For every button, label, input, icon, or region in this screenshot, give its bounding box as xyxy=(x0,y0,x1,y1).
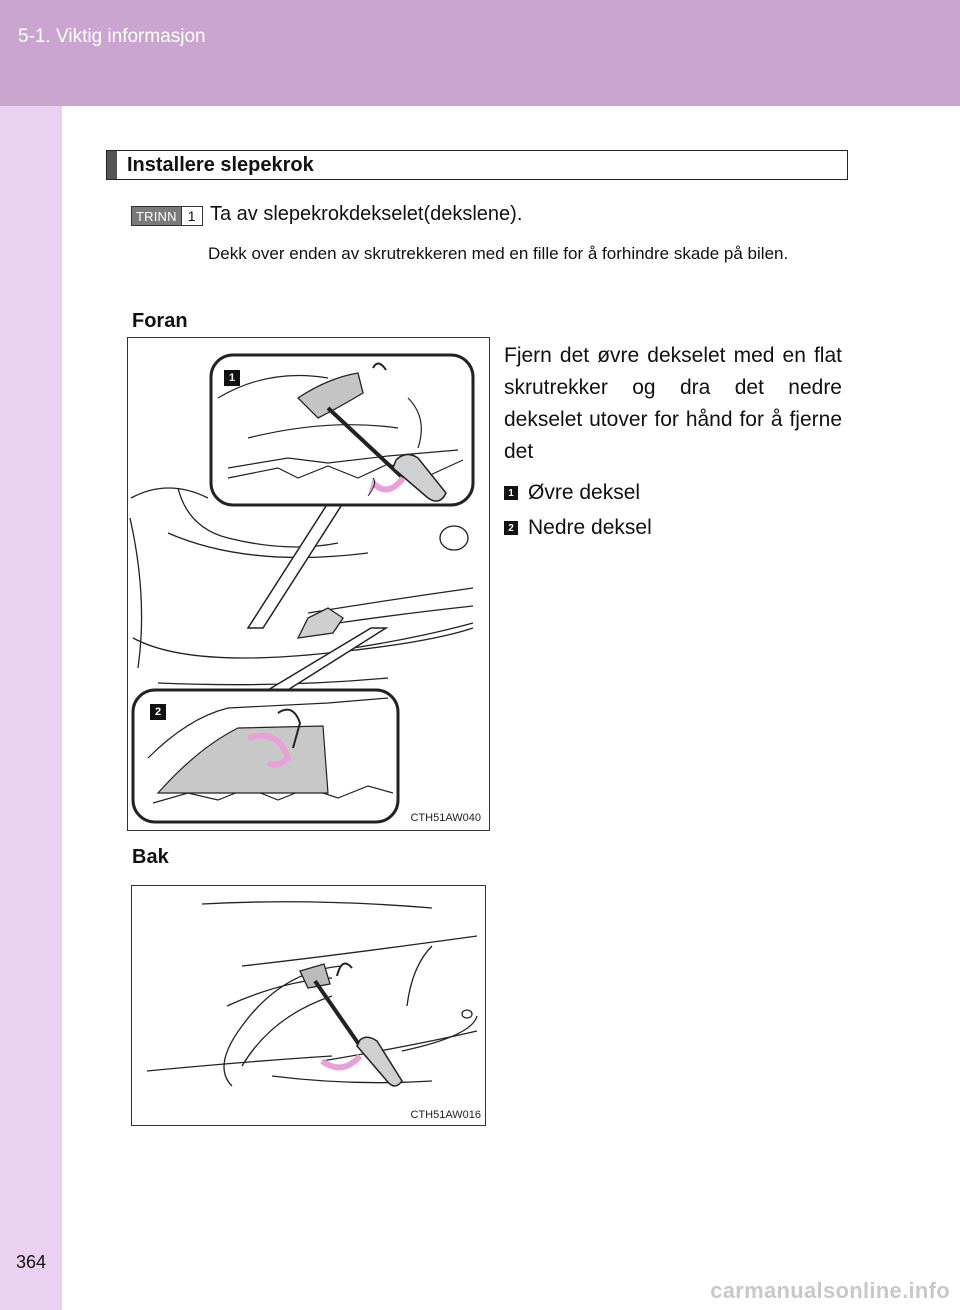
step-badge xyxy=(131,206,203,226)
side-band xyxy=(0,106,62,1310)
rear-figure xyxy=(131,885,486,1126)
front-illustration xyxy=(128,338,489,830)
figure-marker-1: 1 xyxy=(224,370,240,386)
step-note: Dekk over enden av skrutrekkeren med en fille for å forhindre skade på bilen. xyxy=(208,244,789,263)
section-header xyxy=(106,150,848,180)
step-text: Ta av slepekrokdekselet(dekslene). xyxy=(210,203,523,225)
callout-upper-cover xyxy=(504,481,640,505)
rear-illustration xyxy=(132,886,485,1125)
rear-label: Bak xyxy=(132,846,169,868)
chapter-title: 5-1. Viktig informasjon xyxy=(18,26,206,47)
front-description: Fjern det øvre dekselet med en flat skrutrekker og dra det nedre dekselet utover for hånd for å fjerne det xyxy=(504,344,842,463)
section-title: Installere slepekrok xyxy=(127,154,314,176)
section-header-bar xyxy=(107,151,117,179)
callout-text: Øvre deksel xyxy=(528,481,641,504)
step-badge-number: 1 xyxy=(181,207,202,225)
step-badge-word: TRINN xyxy=(132,207,181,225)
callout-lower-cover xyxy=(504,516,652,540)
header-band xyxy=(0,0,960,106)
front-figure-code: CTH51AW040 xyxy=(410,812,481,824)
callout-number-box: 2 xyxy=(504,521,518,535)
callout-text: Nedre deksel xyxy=(528,516,652,539)
front-label: Foran xyxy=(132,310,188,332)
callout-number-box: 1 xyxy=(504,486,518,500)
page-number: 364 xyxy=(16,1252,47,1272)
rear-figure-code: CTH51AW016 xyxy=(410,1109,481,1121)
front-figure xyxy=(127,337,490,831)
figure-marker-2: 2 xyxy=(150,704,166,720)
footer-watermark: carmanualsonline.info xyxy=(710,1278,950,1303)
